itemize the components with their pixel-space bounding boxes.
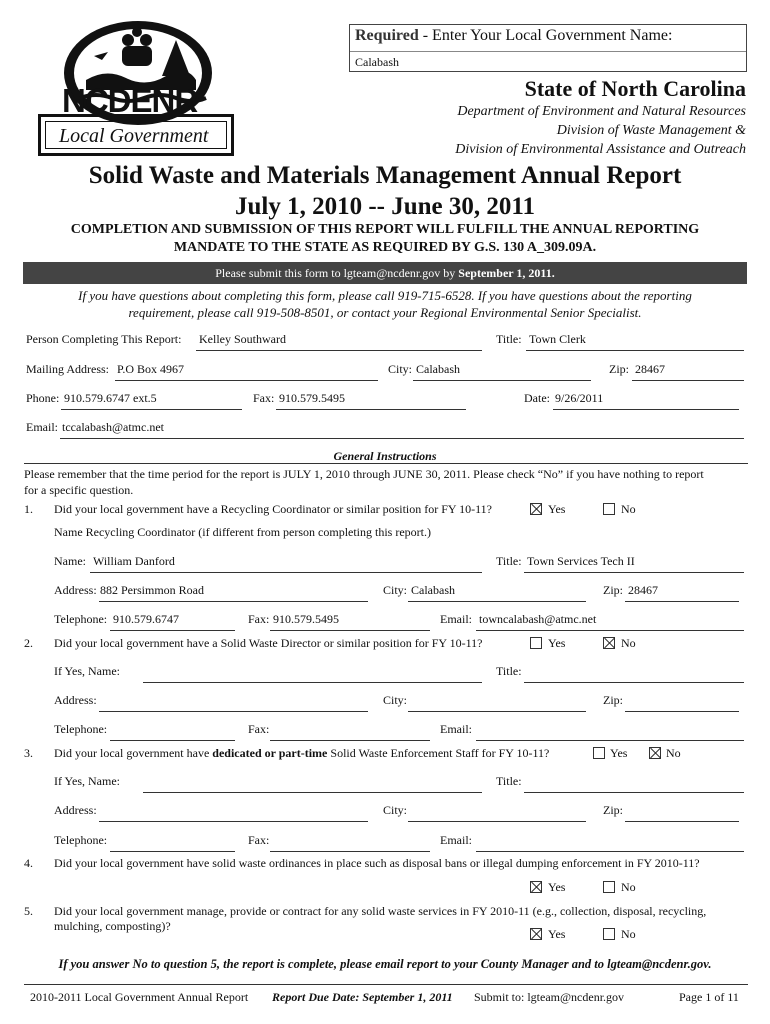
q1-text: Did your local government have a Recycling Coordinator or similar position for FY 10-11? <box>54 502 493 516</box>
q1-no-checkbox[interactable] <box>603 503 615 515</box>
closing-note: If you answer No to question 5, the report is complete, please email report to your County Manager and to lgteam@ncdenr.gov. <box>58 957 712 971</box>
q2-email-field[interactable] <box>476 740 744 741</box>
phone-field[interactable] <box>61 409 242 410</box>
report-period: July 1, 2010 -- June 30, 2011 <box>234 193 536 220</box>
email-label: Email: <box>26 420 58 434</box>
mailing-value: P.O Box 4967 <box>117 362 185 376</box>
q1-yes-checkbox[interactable] <box>530 503 542 515</box>
q1-city-value: Calabash <box>411 583 455 597</box>
fax-label: Fax: <box>253 391 275 405</box>
q1-name-field[interactable] <box>90 572 482 573</box>
q1-city-label: City: <box>383 583 408 597</box>
instructions-line-1: Please remember that the time period for the report is JULY 1, 2010 through JUNE 30, 2011. Please check “No” if you have nothing to report <box>24 467 704 481</box>
q5-yes-checkbox[interactable] <box>530 928 542 940</box>
q3-zip-field[interactable] <box>625 821 739 822</box>
q3-email-field[interactable] <box>476 851 744 852</box>
report-title: Solid Waste and Materials Management Annual Report <box>88 162 682 189</box>
required-label: Required <box>355 27 419 44</box>
q1-zip-field[interactable] <box>625 601 739 602</box>
instructions-rule <box>24 463 748 464</box>
q1-address-value: 882 Persimmon Road <box>100 583 204 597</box>
instructions-line-2: for a specific question. <box>24 483 134 497</box>
logo-wordmark: NCDENR <box>62 82 198 119</box>
gov-name-field[interactable] <box>350 51 746 71</box>
email-field[interactable] <box>60 438 744 439</box>
q2-yes-label: Yes <box>548 636 566 650</box>
q4-text: Did your local government have solid waste ordinances in place such as disposal bans or illegal dumping enforcement in FY 2010-11? <box>54 856 700 870</box>
fax-value: 910.579.5495 <box>279 391 345 405</box>
mandate-line-1: COMPLETION AND SUBMISSION OF THIS REPORT WILL FULFILL THE ANNUAL REPORTING <box>70 222 700 237</box>
q5-text-2: mulching, composting)? <box>54 919 171 933</box>
q3-text <box>54 746 549 761</box>
q2-number: 2. <box>24 636 33 650</box>
banner-date: September 1, 2011. <box>458 266 555 280</box>
q3-no-label: No <box>666 746 681 760</box>
q1-fax-label: Fax: <box>248 612 270 626</box>
person-title-value: Town Clerk <box>529 332 586 346</box>
q3-zip-label: Zip: <box>603 803 623 817</box>
q2-city-label: City: <box>383 693 408 707</box>
city-value: Calabash <box>416 362 460 376</box>
gov-name-box <box>349 24 747 72</box>
q5-no-checkbox[interactable] <box>603 928 615 940</box>
q1-name-value: William Danford <box>93 554 175 568</box>
person-field[interactable] <box>196 350 482 351</box>
q1-tel-label: Telephone: <box>54 612 108 626</box>
q3-tel-field[interactable] <box>110 851 235 852</box>
instructions-heading: General Instructions <box>333 449 437 463</box>
q1-email-label: Email: <box>440 612 472 626</box>
dept-line-3: Division of Environmental Assistance and Outreach <box>455 142 746 157</box>
q5-yes-label: Yes <box>548 927 566 941</box>
gov-name-value: Calabash <box>355 55 399 69</box>
q2-email-label: Email: <box>440 722 472 736</box>
q1-title-field[interactable] <box>524 572 744 573</box>
q2-address-field[interactable] <box>99 711 368 712</box>
footer-due: Report Due Date: September 1, 2011 <box>272 990 453 1004</box>
logo-subtitle: Local Government <box>59 125 209 147</box>
q3-title-label: Title: <box>496 774 522 788</box>
q2-zip-label: Zip: <box>603 693 623 707</box>
person-label: Person Completing This Report: <box>26 332 182 346</box>
footer-page: Page 1 of 11 <box>679 990 739 1004</box>
q1-city-field[interactable] <box>408 601 586 602</box>
q2-name-field[interactable] <box>143 682 482 683</box>
q3-text-bold: dedicated or part-time <box>212 746 328 760</box>
q5-number: 5. <box>24 904 33 918</box>
q3-name-field[interactable] <box>143 792 482 793</box>
q3-address-label: Address: <box>54 803 97 817</box>
footer-submit: Submit to: lgteam@ncdenr.gov <box>474 990 625 1004</box>
ncdenr-logo <box>36 18 236 160</box>
q3-email-label: Email: <box>440 833 472 847</box>
q4-no-checkbox[interactable] <box>603 881 615 893</box>
q4-yes-checkbox[interactable] <box>530 881 542 893</box>
q3-no-checkbox[interactable] <box>649 747 661 759</box>
q1-number: 1. <box>24 502 33 516</box>
q4-number: 4. <box>24 856 33 870</box>
q3-yes-checkbox[interactable] <box>593 747 605 759</box>
footer-left: 2010-2011 Local Government Annual Report <box>30 990 249 1004</box>
q1-tel-value: 910.579.6747 <box>113 612 179 626</box>
dept-line-1: Department of Environment and Natural Resources <box>457 104 746 119</box>
q4-yes-label: Yes <box>548 880 566 894</box>
q2-tel-label: Telephone: <box>54 722 108 736</box>
q3-city-label: City: <box>383 803 408 817</box>
person-value: Kelley Southward <box>199 332 286 346</box>
person-title-field[interactable] <box>526 350 744 351</box>
q3-text-pre: Did your local government have <box>54 746 213 760</box>
q1-title-value: Town Services Tech II <box>527 554 635 568</box>
q1-fax-value: 910.579.5495 <box>273 612 339 626</box>
q1-email-field[interactable] <box>476 630 744 631</box>
mailing-label: Mailing Address: <box>26 362 109 376</box>
q2-no-label: No <box>621 636 636 650</box>
q1-tel-field[interactable] <box>110 630 235 631</box>
q5-text-1: Did your local government manage, provide or contract for any solid waste services in FY 2010-11 (e.g., collection, disposal, recycling, <box>54 904 707 918</box>
q3-number: 3. <box>24 746 33 760</box>
date-field[interactable] <box>553 409 739 410</box>
submit-banner <box>23 262 747 284</box>
q5-no-label: No <box>621 927 636 941</box>
q1-title-label: Title: <box>496 554 522 568</box>
q2-yes-checkbox[interactable] <box>530 637 542 649</box>
q1-name-label: Name: <box>54 554 86 568</box>
mandate-line-2: MANDATE TO THE STATE AS REQUIRED BY G.S. 130 A_309.09A. <box>173 240 597 255</box>
mailing-field[interactable] <box>115 380 378 381</box>
q2-zip-field[interactable] <box>625 711 739 712</box>
q1-zip-value: 28467 <box>628 583 658 597</box>
q2-fax-label: Fax: <box>248 722 270 736</box>
q3-tel-label: Telephone: <box>54 833 108 847</box>
q2-tel-field[interactable] <box>110 740 235 741</box>
city-field[interactable] <box>413 380 591 381</box>
q1-zip-label: Zip: <box>603 583 623 597</box>
zip-field[interactable] <box>632 380 744 381</box>
questions-note-2: requirement, please call 919-508-8501, or contact your Regional Environmental Senior Specialist. <box>128 305 642 320</box>
q3-title-field[interactable] <box>524 792 744 793</box>
date-value: 9/26/2011 <box>555 391 604 405</box>
state-title: State of North Carolina <box>524 76 746 101</box>
q3-address-field[interactable] <box>99 821 368 822</box>
q2-text: Did your local government have a Solid Waste Director or similar position for FY 10-11? <box>54 636 483 650</box>
q3-yes-label: Yes <box>610 746 628 760</box>
dept-line-2: Division of Waste Management & <box>556 123 746 138</box>
city-label: City: <box>388 362 413 376</box>
questions-note-1: If you have questions about completing this form, please call 919-715-6528. If you have questions about the reporting <box>78 288 692 303</box>
q2-address-label: Address: <box>54 693 97 707</box>
q4-no-label: No <box>621 880 636 894</box>
q1-email-value: towncalabash@atmc.net <box>479 612 597 626</box>
q1-address-field[interactable] <box>99 601 368 602</box>
q1-no-label: No <box>621 502 636 516</box>
q2-no-checkbox[interactable] <box>603 637 615 649</box>
email-value: tccalabash@atmc.net <box>62 420 164 434</box>
banner-text: Please submit this form to lgteam@ncdenr.gov by <box>215 266 459 280</box>
logo-label-box <box>38 114 234 156</box>
q2-name-label: If Yes, Name: <box>54 664 120 678</box>
zip-value: 28467 <box>635 362 665 376</box>
gov-name-prompt <box>355 27 672 45</box>
person-title-label: Title: <box>496 332 522 346</box>
q2-title-label: Title: <box>496 664 522 678</box>
q1-address-label: Address: <box>54 583 97 597</box>
q1-fax-field[interactable] <box>270 630 430 631</box>
q3-name-label: If Yes, Name: <box>54 774 120 788</box>
date-label: Date: <box>524 391 550 405</box>
q3-city-field[interactable] <box>408 821 586 822</box>
required-rest: - Enter Your Local Government Name: <box>418 27 673 44</box>
q2-city-field[interactable] <box>408 711 586 712</box>
q2-fax-field[interactable] <box>270 740 430 741</box>
q3-text-post: Solid Waste Enforcement Staff for FY 10-11? <box>327 746 550 760</box>
footer-rule <box>24 984 748 985</box>
phone-value: 910.579.6747 ext.5 <box>64 391 157 405</box>
zip-label: Zip: <box>609 362 629 376</box>
q3-fax-label: Fax: <box>248 833 270 847</box>
q1-subtext: Name Recycling Coordinator (if different from person completing this report.) <box>54 525 432 539</box>
fax-field[interactable] <box>276 409 466 410</box>
phone-label: Phone: <box>26 391 60 405</box>
q2-title-field[interactable] <box>524 682 744 683</box>
q3-fax-field[interactable] <box>270 851 430 852</box>
q1-yes-label: Yes <box>548 502 566 516</box>
